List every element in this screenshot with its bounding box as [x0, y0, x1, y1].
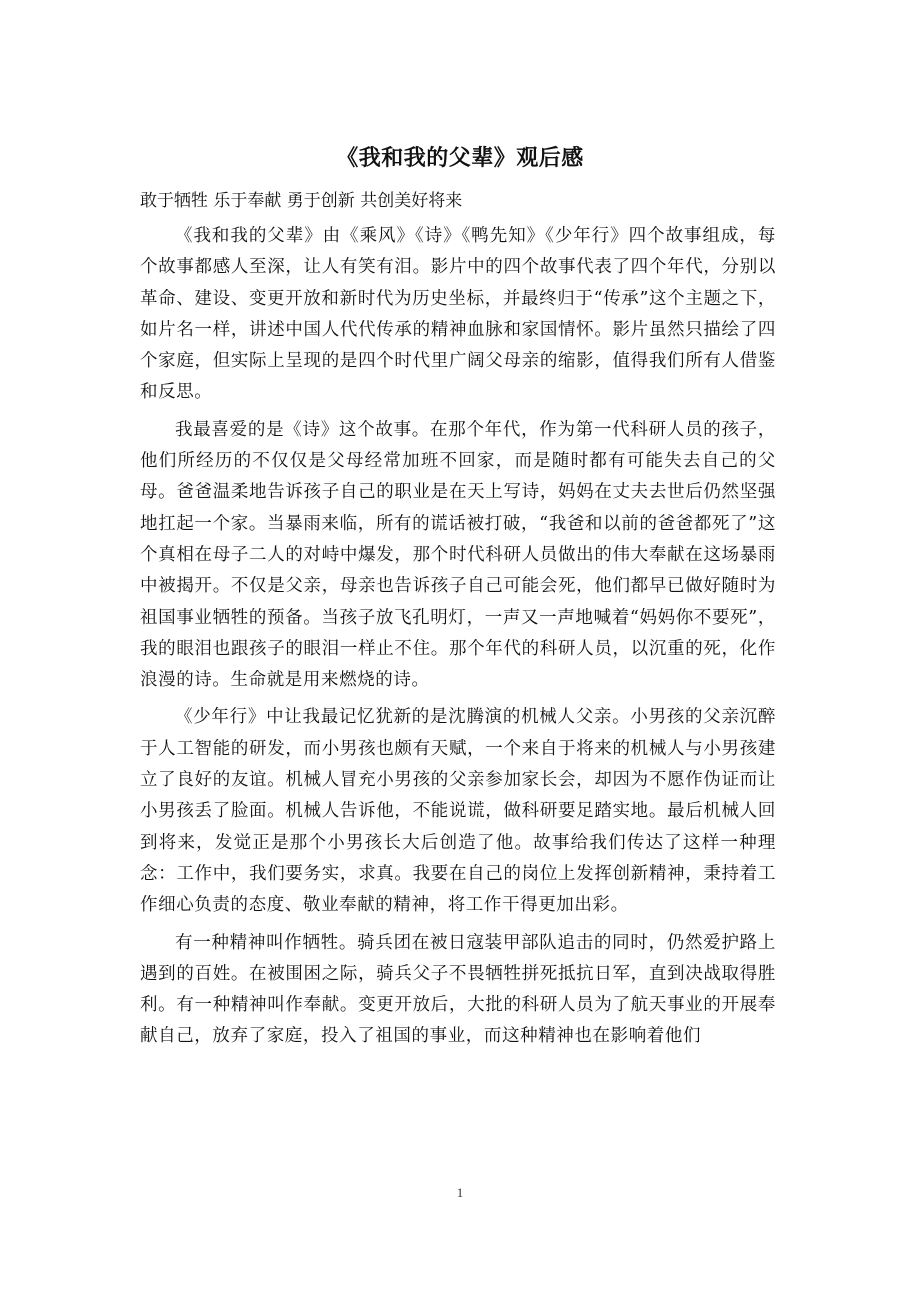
paragraph-poem-story: 我最喜爱的是《诗》这个故事。在那个年代，作为第一代科研人员的孩子，他们所经历的不仅仅是父母经常加班不回家，而是随时都有可能失去自己的父母。爸爸温柔地告诉孩子自己的职业是在天上写诗，妈妈在丈夫去世后仍然坚强地扛起一个家。当暴雨来临，所有的谎话被打破，“我爸和以前的爸爸都死了”这个真相在母子二人的对峙中爆发，那个时代科研人员做出的伟大奉献在这场暴雨中被揭开。不仅是父亲，母亲也告诉孩子自己可能会死，他们都早已做好随时为祖国事业牺牲的预备。当孩子放飞孔明灯，一声又一声地喊着“妈妈你不要死”，我的眼泪也跟孩子的眼泪一样止不住。那个年代的科研人员，以沉重的死，化作浪漫的诗。生命就是用来燃烧的诗。: [140, 419, 776, 691]
body-text: [140, 221, 776, 1059]
page-title: 《我和我的父辈》观后感: [336, 146, 584, 171]
paragraph-youth-story: 《少年行》中让我最记忆犹新的是沈腾演的机械人父亲。小男孩的父亲沉醉于人工智能的研发，而小男孩也颇有天赋，一个来自于将来的机械人与小男孩建立了良好的友谊。机械人冒充小男孩的父亲参加家长会，却因为不愿作伪证而让小男孩丢了脸面。机械人告诉他，不能说谎，做科研要足踏实地。最后机械人回到将来，发觉正是那个小男孩长大后创造了他。故事给我们传达了这样一种理念：工作中，我们要务实，求真。我要在自己的岗位上发挥创新精神，秉持着工作细心负责的态度、敬业奉献的精神，将工作干得更加出彩。: [140, 707, 776, 916]
paragraph-intro: 《我和我的父辈》由《乘风》《诗》《鸭先知》《少年行》四个故事组成，每个故事都感人至深，让人有笑有泪。影片中的四个故事代表了四个年代，分别以革命、建设、变更开放和新时代为历史坐标，并最终归于“传承”这个主题之下，如片名一样，讲述中国人代代传承的精神血脉和家国情怀。影片虽然只描绘了四个家庭，但实际上呈现的是四个时代里广阔父母亲的缩影，值得我们所有人借鉴和反思。: [140, 226, 776, 403]
page-number: 1: [456, 1185, 464, 1200]
paragraph-spirit: 有一种精神叫作牺牲。骑兵团在被日寇装甲部队追击的同时，仍然爱护路上遇到的百姓。在被围困之际，骑兵父子不畏牺牲拼死抵抗日军，直到决战取得胜利。有一种精神叫作奉献。变更开放后，大批的科研人员为了航天事业的开展奉献自己，放弃了家庭，投入了祖国的事业，而这种精神也在影响着他们: [140, 932, 776, 1047]
subtitle: 敢于牺牲 乐于奉献 勇于创新 共创美好将来: [140, 191, 463, 211]
